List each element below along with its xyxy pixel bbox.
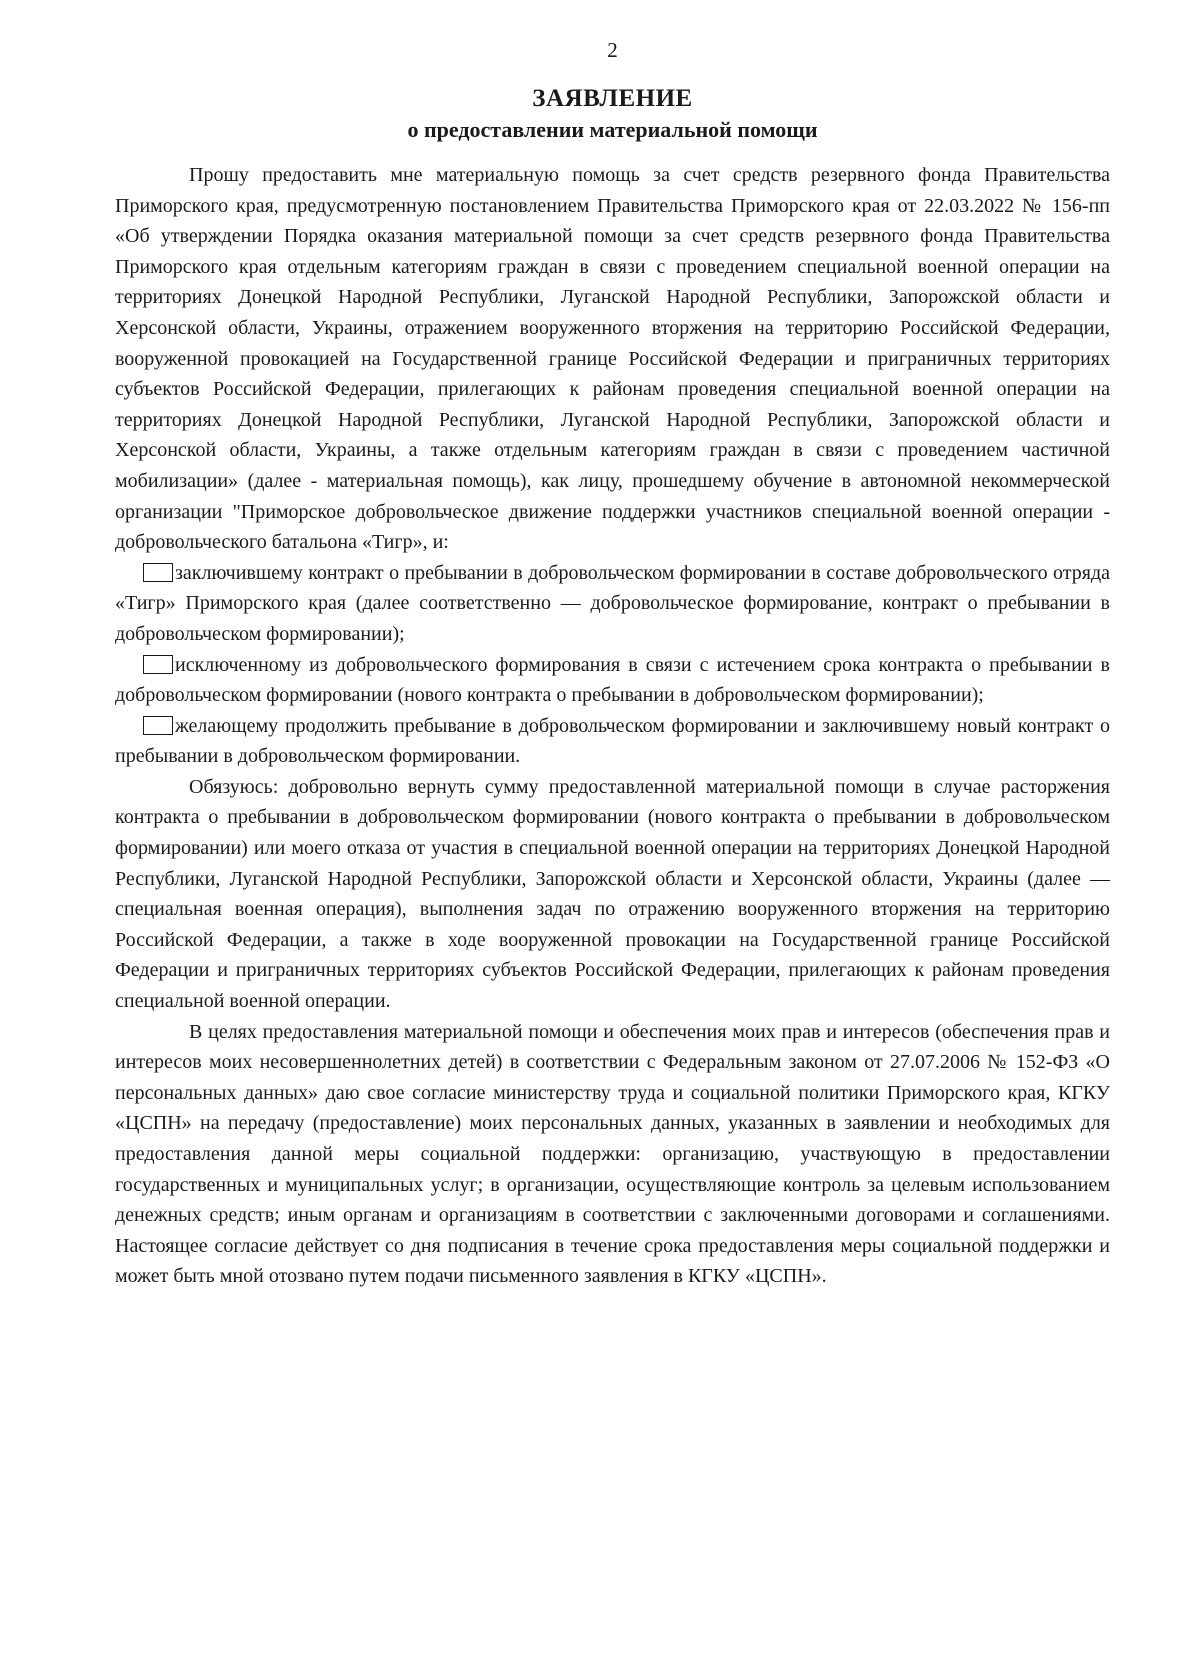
option-3-checkbox[interactable] [143, 716, 173, 735]
document-title: ЗАЯВЛЕНИЕ [532, 85, 693, 112]
document-subtitle: о предоставлении материальной помощи [407, 117, 818, 142]
option-3-paragraph [115, 711, 1110, 772]
option-3-text: желающему продолжить пребывание в добровольческом формировании и заключившему новый контракт о пребывании в добровольческом формировании. [115, 714, 1110, 768]
consent-paragraph: В целях предоставления материальной помощи и обеспечения моих прав и интересов (обеспечения прав и интересов моих несовершеннолетних детей) в соответствии с Федеральным законом от 27.07.2006 № 152-ФЗ «О персональных данных» даю свое согласие министерству труда и социальной политики Приморского края, КГКУ «ЦСПН» на передачу (предоставление) моих персональных данных, указанных в заявлении и необходимых для предоставления данной меры социальной поддержки: организацию, участвующую в предоставлении государственных и муниципальных услуг; в организации, осуществляющие контроль за целевым использованием денежных средств; иным органам и организациям в соответствии с заключенными договорами и соглашениями. Настоящее согласие действует со дня подписания в течение срока предоставления меры социальной поддержки и может быть мной отозвано путем подачи письменного заявления в КГКУ «ЦСПН». [115, 1020, 1110, 1288]
option-2-paragraph [115, 650, 1110, 711]
option-1-text: заключившему контракт о пребывании в добровольческом формировании в составе добровольческого отряда «Тигр» Приморского края (далее соответственно — добровольческое формирование, контракт о пребывании в добровольческом формировании); [115, 561, 1110, 645]
option-1-checkbox[interactable] [143, 563, 173, 582]
obligation-paragraph: Обязуюсь: добровольно вернуть сумму предоставленной материальной помощи в случае расторжения контракта о пребывании в добровольческом формировании (нового контракта о пребывании в добровольческом формировании) или моего отказа от участия в специальной военной операции на территориях Донецкой Народной Республики, Луганской Народной Республики, Запорожской области и Херсонской области, Украины (далее — специальная военная операция), выполнения задач по отражению вооруженного вторжения на территорию Российской Федерации, а также в ходе вооруженной провокации на Государственной границе Российской Федерации и приграничных территориях субъектов Российской Федерации, прилегающих к районам проведения специальной военной операции. [115, 775, 1110, 1013]
option-1-paragraph [115, 558, 1110, 650]
option-2-checkbox[interactable] [143, 655, 173, 674]
page-number: 2 [607, 38, 618, 62]
request-paragraph: Прошу предоставить мне материальную помощь за счет средств резервного фонда Правительства Приморского края, предусмотренную постановлением Правительства Приморского края от 22.03.2022 № 156-пп «Об утверждении Порядка оказания материальной помощи за счет средств резервного фонда Правительства Приморского края отдельным категориям граждан в связи с проведением специальной военной операции на территориях Донецкой Народной Республики, Луганской Народной Республики, Запорожской области и Херсонской области, Украины, отражением вооруженного вторжения на территорию Российской Федерации, вооруженной провокацией на Государственной границе Российской Федерации и приграничных территориях субъектов Российской Федерации, прилегающих к районам проведения специальной военной операции на территориях Донецкой Народной Республики, Луганской Народной Республики, Запорожской области и Херсонской области, Украины, а также отдельным категориям граждан в связи с проведением частичной мобилизации» (далее - материальная помощь), как лицу, прошедшему обучение в автономной некоммерческой организации "Приморское добровольческое движение поддержки участников специальной военной операции - добровольческого батальона «Тигр», и: [115, 164, 1110, 554]
option-2-text: исключенному из добровольческого формирования в связи с истечением срока контракта о пребывании в добровольческом формировании (нового контракта о пребывании в добровольческом формировании); [115, 653, 1110, 707]
